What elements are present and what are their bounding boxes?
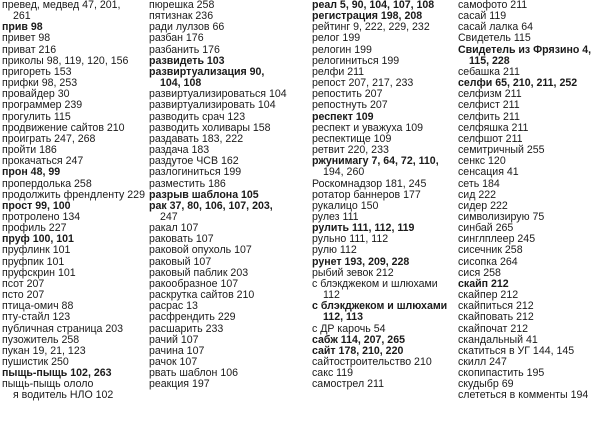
index-entry: Роскомнадзор 181, 245 [312, 177, 427, 190]
index-entry: сид 222 [458, 188, 497, 201]
index-entry: пройти 186 [2, 144, 57, 157]
index-entry: синглплеер 245 [458, 233, 536, 246]
index-entry: респектище 109 [312, 132, 392, 145]
index-entry-continuation: я водитель НЛО 102 [13, 389, 114, 402]
index-entry: раковый 107 [149, 255, 212, 268]
index-entry: раковой опухоль 107 [149, 244, 252, 257]
index-entry: релогин 199 [312, 43, 372, 56]
index-entry: символизирую 75 [458, 210, 545, 223]
index-entry: сасай 119 [458, 10, 507, 23]
index-entry: селфшот 211 [458, 132, 523, 145]
index-entry: Свидетель 115 [458, 32, 531, 45]
index-entry: прост 99, 100 [2, 199, 71, 212]
index-entry: сеть 184 [458, 177, 500, 190]
index-entry: разлогиниться 199 [149, 166, 242, 179]
index-entry: сисечник 258 [458, 244, 523, 257]
index-entry: псот 207 [2, 277, 45, 290]
index-entry: селфяшка 211 [458, 121, 529, 134]
index-entry: раздача 183 [149, 144, 210, 157]
index-entry: рачий 107 [149, 333, 199, 346]
index-entry: сасай лалка 64 [458, 21, 533, 34]
index-entry: пузожитель 258 [2, 333, 80, 346]
index-entry: рачок 107 [149, 356, 198, 368]
index-entry: развиртуализироваться 104 [149, 88, 287, 101]
index-entry: прогулить 115 [2, 110, 71, 123]
index-entry: релфи 211 [312, 65, 365, 78]
index-entry: прон 48, 99 [2, 166, 61, 179]
index-entry: программер 239 [2, 99, 83, 112]
index-entry: развиртуализация 90, [149, 65, 265, 78]
index-entry: приват 216 [2, 43, 57, 56]
index-entry: скопипастить 195 [458, 367, 545, 380]
index-entry: продвижение сайтов 210 [2, 121, 125, 134]
index-entry: сабж 114, 207, 265 [312, 333, 405, 346]
index-entry: скилл 247 [458, 356, 507, 368]
index-entry: селфи 65, 210, 211, 252 [458, 77, 578, 90]
index-entry: разрыв шаблона 105 [149, 188, 259, 201]
index-entry: пукан 19, 21, 123 [2, 344, 86, 357]
index-column-4 [458, 0, 600, 402]
index-entry: скатиться в УГ 144, 145 [458, 344, 575, 357]
index-entry: публичная страница 203 [2, 322, 124, 335]
index-entry: рак 37, 80, 106, 107, 203, [149, 199, 273, 212]
index-entry: с ДР карочь 54 [312, 322, 386, 335]
index-entry: превед, медвед 47, 201, [2, 0, 121, 11]
index-entry: рейтинг 9, 222, 229, 232 [312, 21, 430, 34]
index-entry: раковый паблик 203 [149, 266, 249, 279]
index-entry: ретвит 220, 233 [312, 144, 389, 157]
index-entry: релогиниться 199 [312, 54, 400, 67]
index-entry: слететься в комменты 194 [458, 389, 589, 402]
index-entry: сенсация 41 [458, 166, 519, 179]
index-entry: птица-омич 88 [2, 300, 74, 313]
index-entry: прифки 98, 253 [2, 77, 78, 90]
index-entry-continuation: 112 [323, 289, 340, 302]
index-entry: сися 258 [458, 266, 501, 279]
index-entry: скайпиться 212 [458, 300, 534, 313]
index-entry: селфить 211 [458, 110, 520, 123]
index-entry: регистрация 198, 208 [312, 10, 423, 23]
index-entry: протролено 134 [2, 210, 81, 223]
index-entry: реакция 197 [149, 378, 210, 391]
index-entry: ракообразное 107 [149, 277, 239, 290]
index-entry: ротатор баннеров 177 [312, 188, 421, 201]
index-column-3 [312, 0, 460, 390]
index-column-1 [2, 0, 145, 402]
index-entry: релог 199 [312, 32, 361, 45]
index-entry: Свидетель из Фрязино 4, [458, 43, 592, 56]
index-entry: разместить 186 [149, 177, 226, 190]
index-entry: рулез 111 [312, 210, 359, 223]
index-entry: репостнуть 207 [312, 99, 388, 112]
index-entry: реал 5, 90, 104, 107, 108 [312, 0, 435, 11]
index-entry: профиль 227 [2, 222, 67, 235]
index-entry: респект 109 [312, 110, 374, 123]
index-entry-continuation: 112, 113 [323, 311, 364, 324]
index-entry: скандальный 41 [458, 333, 538, 346]
index-entry: скайп 212 [458, 277, 509, 290]
index-entry: семитричный 255 [458, 144, 545, 157]
index-entry: рулить 111, 112, 119 [312, 222, 415, 235]
index-entry: репост 207, 217, 233 [312, 77, 414, 90]
index-entry: скудыбр 69 [458, 378, 514, 391]
index-entry: ракал 107 [149, 222, 199, 235]
index-entry: пюрешка 258 [149, 0, 215, 11]
index-entry: пруфпик 101 [2, 255, 65, 268]
index-entry: рыбий зевок 212 [312, 266, 394, 279]
index-entry: пропердолька 258 [2, 177, 92, 190]
index-entry: развидеть 103 [149, 54, 225, 67]
index-entry: скайпер 212 [458, 289, 519, 302]
index-entry: рунет 193, 209, 228 [312, 255, 410, 268]
index-entry: селфизм 211 [458, 88, 522, 101]
index-entry: самофото 211 [458, 0, 528, 11]
index-entry: с блэкджеком и шлюхами [312, 277, 438, 290]
index-entry: рульно 111, 112 [312, 233, 389, 246]
index-entry: продолжить френдленту 229 [2, 188, 145, 201]
index-entry: пригореть 153 [2, 65, 72, 78]
index-entry-continuation: 247 [160, 210, 178, 223]
index-entry: с блэкджеком и шлюхами [312, 300, 448, 313]
index-entry: пятизнак 236 [149, 10, 214, 23]
index-entry: пыщь-пыщь ололо [2, 378, 94, 391]
index-entry: разбанить 176 [149, 43, 220, 56]
index-entry: разбан 176 [149, 32, 204, 45]
index-entry: сидер 222 [458, 199, 508, 212]
index-entry: пыщь-пыщь 102, 263 [2, 367, 112, 380]
index-entry: развиртуализировать 104 [149, 99, 276, 112]
index-entry: раковать 107 [149, 233, 214, 246]
index-entry: пруф 100, 101 [2, 233, 74, 246]
index-entry: псто 207 [2, 289, 45, 302]
index-entry: разводить холивары 158 [149, 121, 271, 134]
index-entry-continuation: 194, 260 [323, 166, 365, 179]
index-entry: рвать шаблон 106 [149, 367, 239, 380]
index-entry: приколы 98, 119, 120, 156 [2, 54, 129, 67]
index-entry: сайтостроительство 210 [312, 356, 432, 368]
index-entry: прокачаться 247 [2, 155, 84, 168]
index-entry: сисопка 264 [458, 255, 518, 268]
index-entry: раздавать 183, 222 [149, 132, 244, 145]
index-entry: раздутое ЧСВ 162 [149, 155, 239, 168]
index-entry-continuation: 261 [13, 10, 31, 23]
index-column-2 [149, 0, 289, 390]
index-entry: расфрендить 229 [149, 311, 236, 324]
index-entry: проиграть 247, 268 [2, 132, 96, 145]
index-entry: расшарить 233 [149, 322, 224, 335]
index-entry: расрас 13 [149, 300, 198, 313]
index-entry: рулю 112 [312, 244, 357, 257]
index-entry: пушистик 250 [2, 356, 69, 368]
index-entry: ради лулзов 66 [149, 21, 225, 34]
index-entry: репостить 207 [312, 88, 383, 101]
index-entry: респект и уважуха 109 [312, 121, 424, 134]
index-entry: скайповать 212 [458, 311, 534, 324]
index-entry-continuation: 115, 228 [469, 54, 510, 67]
index-entry: ржунимагу 7, 64, 72, 110, [312, 155, 439, 168]
index-entry: раскрутка сайтов 210 [149, 289, 255, 302]
index-entry: пруфлинк 101 [2, 244, 71, 257]
index-entry: рачина 107 [149, 344, 205, 357]
index-entry: себашка 211 [458, 65, 520, 78]
index-entry: сенкс 120 [458, 155, 506, 168]
index-entry: рукалицо 150 [312, 199, 379, 212]
index-entry: привет 98 [2, 32, 51, 45]
index-entry: пту-стайл 123 [2, 311, 71, 324]
index-entry: прив 98 [2, 21, 43, 34]
index-entry: пруфскрин 101 [2, 266, 76, 279]
index-entry: разводить срач 123 [149, 110, 246, 123]
index-entry: селфист 211 [458, 99, 520, 112]
index-entry: скайпочат 212 [458, 322, 529, 335]
index-entry: синбай 265 [458, 222, 514, 235]
index-entry: сайт 178, 210, 220 [312, 344, 404, 357]
index-entry-continuation: 104, 108 [160, 77, 202, 90]
index-entry: провайдер 30 [2, 88, 70, 101]
index-entry: самострел 211 [312, 378, 384, 391]
index-entry: сакс 119 [312, 367, 354, 380]
